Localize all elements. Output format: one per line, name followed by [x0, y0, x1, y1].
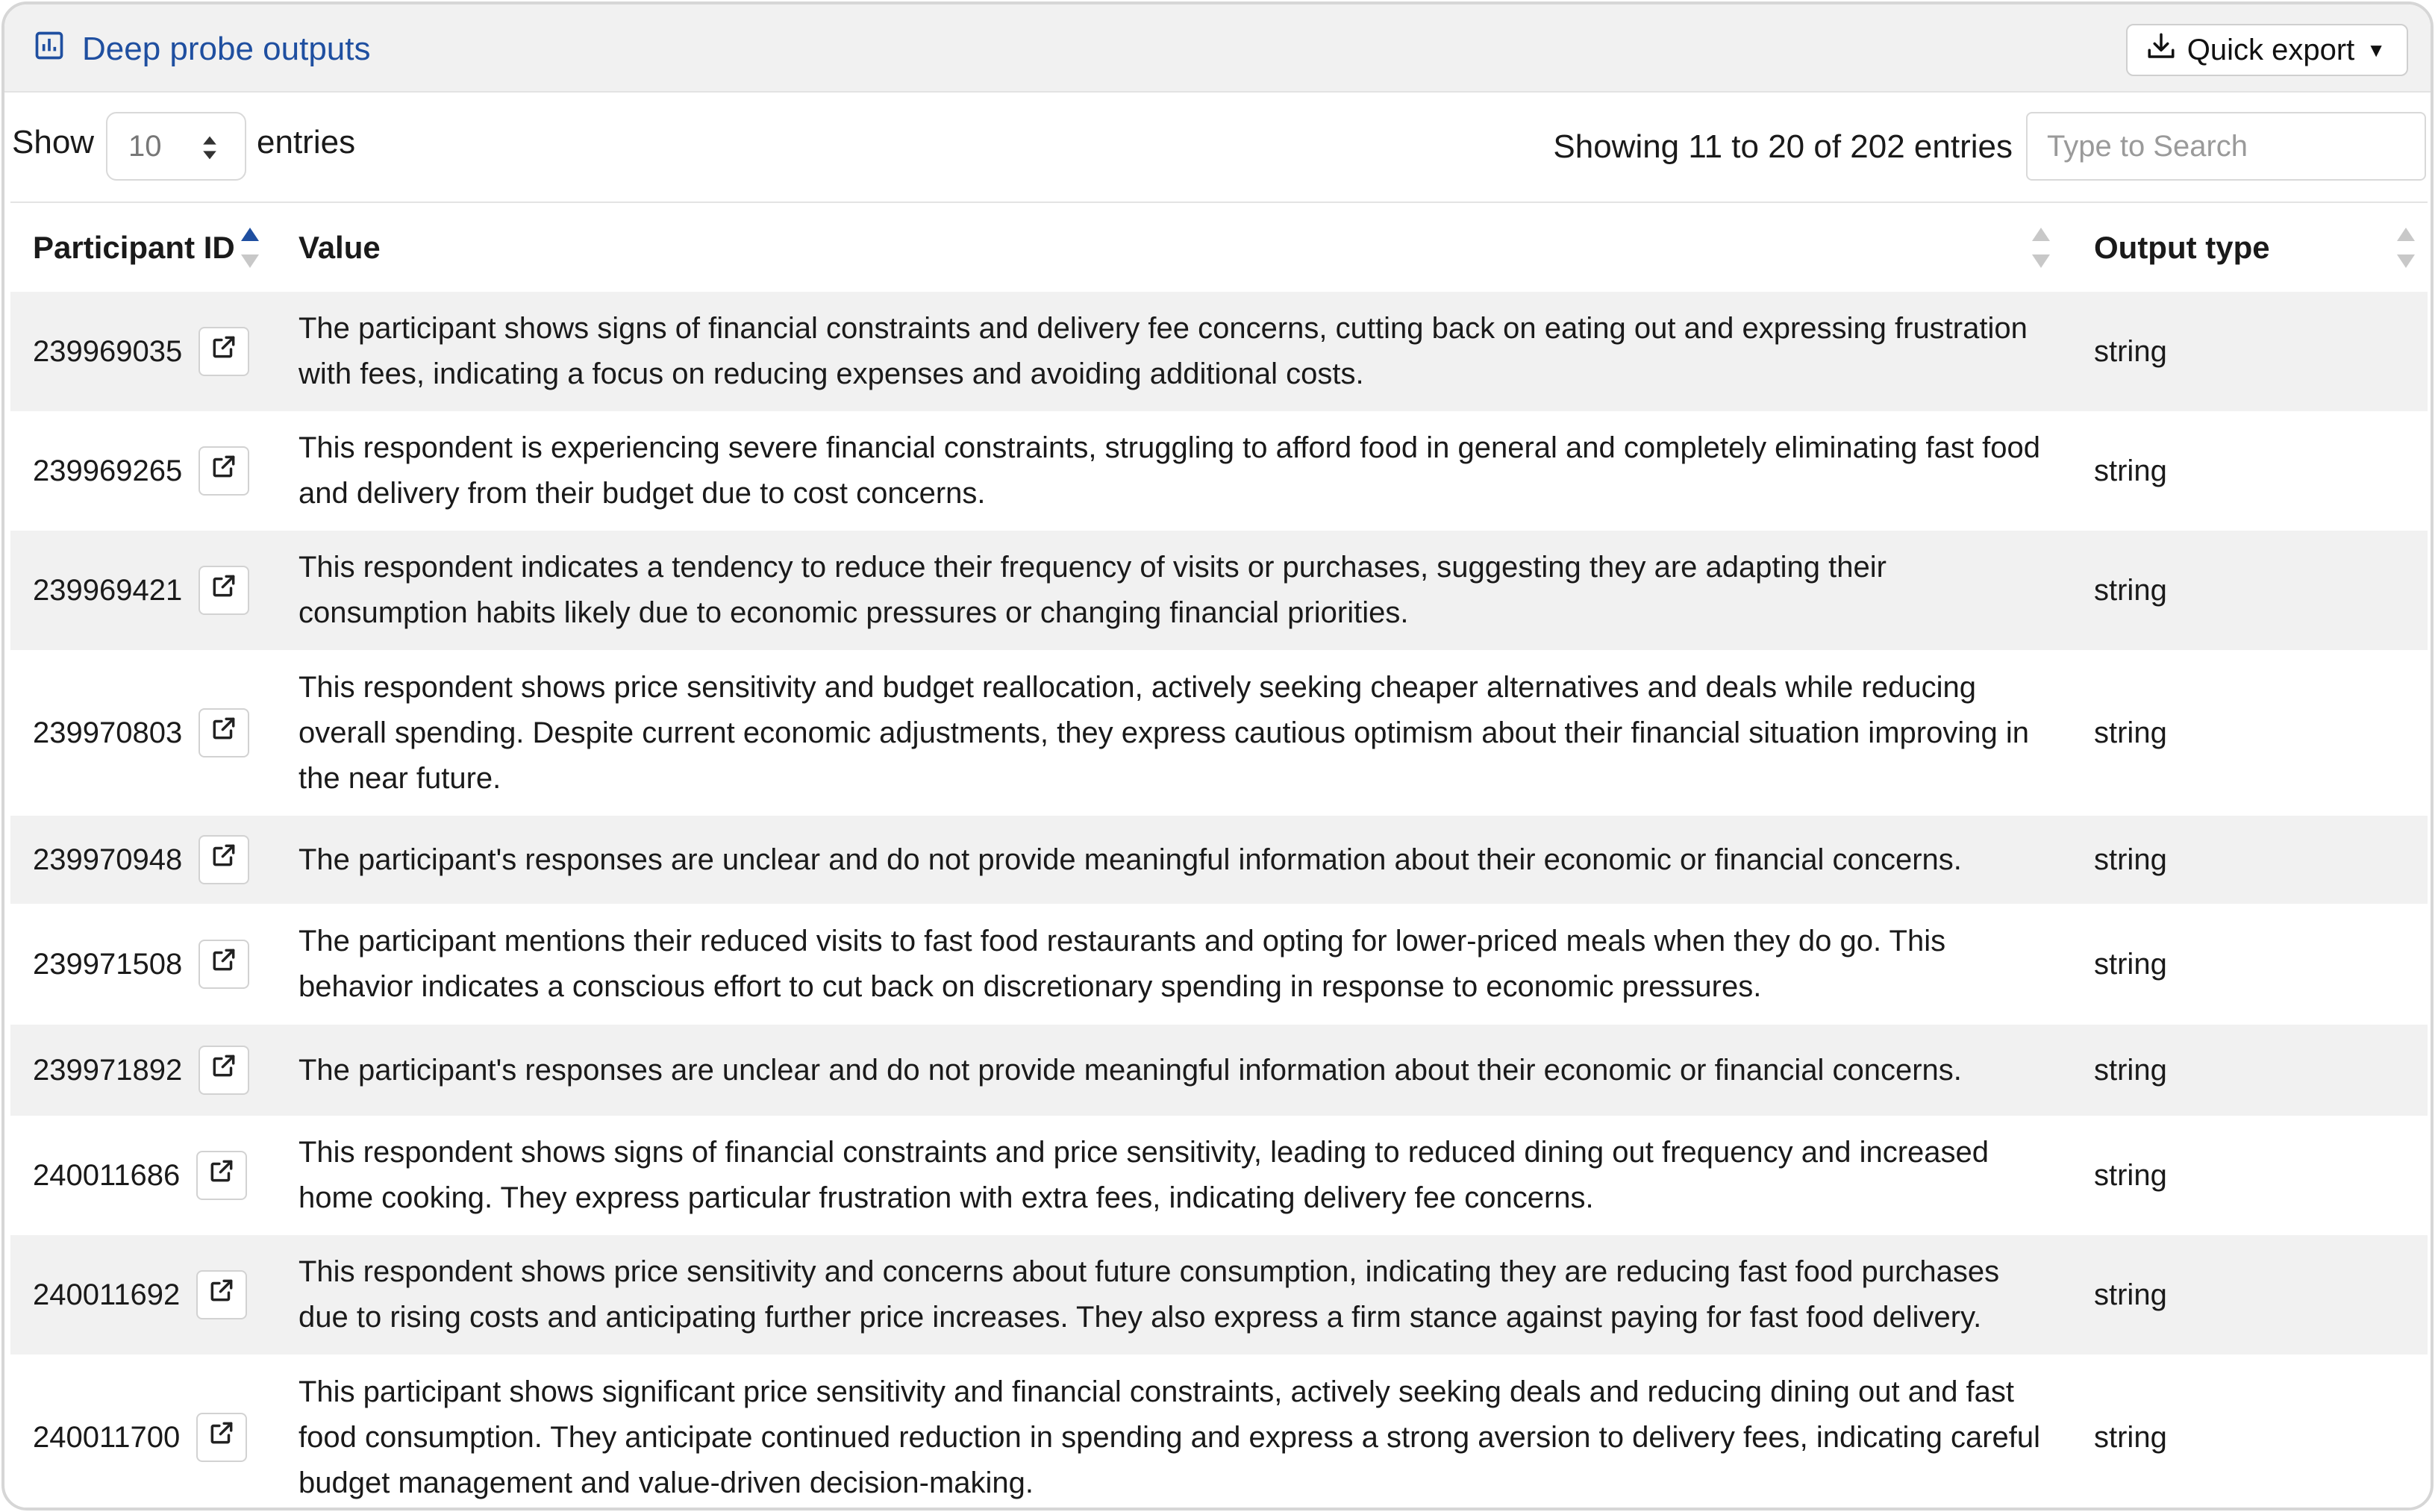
table-row [10, 650, 2428, 816]
table-row [10, 411, 2428, 531]
deep-probe-panel [1, 1, 2434, 1511]
open-participant-button[interactable] [199, 835, 249, 884]
participant-id-cell [10, 1116, 279, 1235]
participant-id: 240011686 [33, 1158, 181, 1192]
participant-id: 239970803 [33, 716, 183, 749]
table-row [10, 1355, 2428, 1511]
page-size-select[interactable] [106, 112, 246, 181]
column-header-participant-id[interactable] [10, 202, 279, 292]
sort-icon [2395, 224, 2417, 272]
external-link-icon [210, 1048, 238, 1093]
output-type-cell: string [2094, 1053, 2167, 1087]
output-type-cell: string [2094, 1278, 2167, 1311]
value-cell: The participant's responses are unclear and do not provide meaningful information about their economic or financial concerns. [298, 843, 1962, 876]
value-cell: This respondent is experiencing severe financial constraints, struggling to afford food in general and completely eliminating fast food and delivery from their budget due to cost concerns. [298, 431, 2040, 510]
open-participant-button[interactable] [199, 566, 249, 615]
quick-export-button[interactable] [2126, 24, 2408, 76]
open-participant-button[interactable] [199, 446, 249, 496]
search-input[interactable] [2026, 112, 2426, 181]
participant-id: 240011700 [33, 1420, 181, 1454]
page-size-value: 10 [128, 129, 162, 163]
value-cell: This respondent shows signs of financial constraints and price sensitivity, leading to reduced dining out frequency and increased home cooking. They express particular frustration with extra fees, indicating delivery fee concerns. [298, 1136, 1989, 1214]
external-link-icon [210, 710, 238, 756]
value-cell: This respondent shows price sensitivity and budget reallocation, actively seeking cheaper alternatives and deals while reducing overall spending. Despite current economic adjustments, they express cautious optimism about their financial situation improving in the near future. [298, 670, 2029, 795]
panel-title [33, 27, 371, 72]
participant-id: 239969035 [33, 334, 183, 368]
participant-id-cell [10, 411, 279, 531]
column-header-label: Participant ID [33, 229, 235, 265]
entries-label: entries [257, 124, 356, 160]
download-icon [2145, 31, 2177, 69]
table-controls [4, 93, 2431, 204]
column-header-label: Output type [2094, 229, 2270, 265]
value-cell: This respondent indicates a tendency to reduce their frequency of visits or purchases, suggesting they are adapting their consumption habits likely due to economic pressures or changing financial priorities. [298, 551, 1887, 629]
participant-id-cell [10, 650, 279, 816]
participant-id-cell [10, 1235, 279, 1355]
output-type-cell: string [2094, 334, 2167, 368]
output-type-cell: string [2094, 573, 2167, 607]
value-cell: The participant's responses are unclear and do not provide meaningful information about their economic or financial concerns. [298, 1053, 1962, 1087]
open-participant-button[interactable] [199, 940, 249, 989]
value-cell: The participant shows signs of financial constraints and delivery fee concerns, cutting back on eating out and expressing frustration with fees, indicating a focus on reducing expenses and avoiding additional costs. [298, 312, 2028, 390]
participant-id: 239971892 [33, 1053, 183, 1087]
open-participant-button[interactable] [199, 327, 249, 376]
external-link-icon [207, 1272, 236, 1318]
chart-icon [33, 29, 66, 70]
table-row [10, 1025, 2428, 1116]
output-type-cell: string [2094, 1158, 2167, 1192]
output-type-cell: string [2094, 843, 2167, 876]
external-link-icon [210, 329, 238, 375]
table-row [10, 292, 2428, 411]
participant-id: 239969265 [33, 454, 183, 487]
table-row [10, 1116, 2428, 1235]
participant-id: 239969421 [33, 573, 183, 607]
output-type-cell: string [2094, 1420, 2167, 1454]
open-participant-button[interactable] [196, 1270, 247, 1319]
participant-id: 239971508 [33, 947, 183, 981]
open-participant-button[interactable] [199, 1046, 249, 1095]
participant-id: 239970948 [33, 843, 183, 876]
external-link-icon [207, 1415, 236, 1461]
participant-id-cell [10, 292, 279, 411]
participant-id-cell [10, 904, 279, 1025]
output-type-cell: string [2094, 947, 2167, 981]
external-link-icon [210, 449, 238, 494]
outputs-table [10, 202, 2428, 1511]
updown-arrows-icon [201, 134, 218, 161]
output-type-cell: string [2094, 716, 2167, 749]
table-row [10, 1235, 2428, 1355]
show-label: Show [12, 124, 95, 160]
open-participant-button[interactable] [196, 1151, 247, 1200]
table-header-row [10, 202, 2428, 292]
table-row [10, 531, 2428, 650]
sort-ascending-icon [239, 224, 261, 272]
open-participant-button[interactable] [196, 1413, 247, 1462]
participant-id-cell [10, 1355, 279, 1511]
pagination-info: Showing 11 to 20 of 202 entries [1553, 128, 2013, 165]
output-type-cell: string [2094, 454, 2167, 487]
external-link-icon [210, 568, 238, 613]
panel-title-text: Deep probe outputs [82, 31, 371, 67]
table-row [10, 816, 2428, 904]
quick-export-label: Quick export [2187, 33, 2355, 66]
participant-id: 240011692 [33, 1278, 181, 1311]
value-cell: This participant shows significant price sensitivity and financial constraints, actively seeking deals and reducing dining out and fast food consumption. They anticipate continued reduction in spending and express a strong aversion to delivery fees, indicating careful budget management and value-driven decision-making. [298, 1375, 2041, 1499]
panel-header [4, 4, 2431, 93]
sort-icon [2030, 224, 2052, 272]
external-link-icon [207, 1153, 236, 1199]
open-participant-button[interactable] [199, 708, 249, 757]
participant-id-cell [10, 531, 279, 650]
column-header-output-type[interactable] [2072, 202, 2428, 292]
participant-id-cell [10, 1025, 279, 1116]
column-header-value[interactable] [279, 202, 2072, 292]
value-cell: This respondent shows price sensitivity and concerns about future consumption, indicating they are reducing fast food purchases due to rising costs and anticipating further price increases. They also express a firm stance against paying for fast food delivery. [298, 1255, 2000, 1334]
column-header-label: Value [298, 229, 381, 265]
participant-id-cell [10, 816, 279, 904]
value-cell: The participant mentions their reduced visits to fast food restaurants and opting for lower-priced meals when they do go. This behavior indicates a conscious effort to cut back on discretionary spending in response to economic pressures. [298, 925, 1946, 1003]
external-link-icon [210, 942, 238, 987]
external-link-icon [210, 837, 238, 883]
table-row [10, 904, 2428, 1025]
caret-down-icon: ▼ [2366, 38, 2386, 61]
